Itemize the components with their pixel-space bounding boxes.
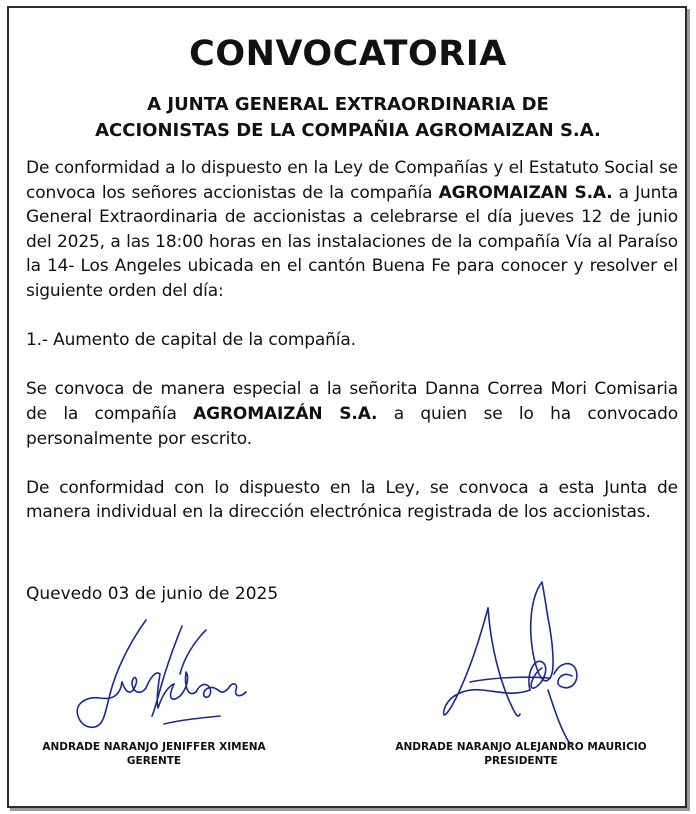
paragraph-1-text-before: De conformidad a lo dispuesto en la Ley de Compañías y el Estatuto Social se convoca los señores accionistas de la compañía — [26, 158, 678, 203]
paragraph-2-text-after: a quien se lo ha convocado personalmente por escrito. — [26, 403, 678, 449]
signature-right-scribble — [430, 578, 600, 748]
company-name-accented: AGROMAIZÁN S.A. — [193, 403, 378, 424]
document-title: CONVOCATORIA — [189, 34, 507, 74]
signature-left-scribble — [60, 612, 260, 742]
document-subtitle — [24, 92, 672, 144]
paragraph-notification: De conformidad con lo dispuesto en la Ley, se convoca a esta Junta de manera individual en la dirección electrónica registrada de los accionistas. — [26, 477, 678, 523]
document-body — [26, 156, 678, 550]
paragraph-convocation — [26, 156, 678, 304]
signatory-name-right: ANDRADE NARANJO ALEJANDRO MAURICIO — [395, 741, 647, 753]
paragraph-2-text-before: Se convoca de manera especial a la señorita Danna Correa Mori Comisaria de la compañía — [26, 379, 678, 424]
signature-block-left — [22, 740, 286, 768]
signature-block-right — [376, 740, 666, 768]
signatory-name-left: ANDRADE NARANJO JENIFFER XIMENA — [42, 741, 266, 753]
paragraph-comisaria — [26, 377, 678, 451]
agenda-item: 1.- Aumento de capital de la compañía. — [26, 330, 356, 351]
signatory-role-left: GERENTE — [126, 755, 182, 767]
paragraph-1-text-after: a Junta General Extraordinaria de accionistas a celebrarse el día jueves 12 de junio del 2025, a las 18:00 horas en las instalaciones de la compañía Vía al Paraíso la 14- Los Angeles ubicada en el cantón Buena Fe para conocer y resolver el siguiente orden del día: — [26, 182, 678, 301]
company-name: AGROMAIZAN S.A. — [438, 182, 613, 203]
signatory-role-right: PRESIDENTE — [484, 755, 558, 767]
date-line: Quevedo 03 de junio de 2025 — [26, 584, 279, 604]
subtitle-line-1: A JUNTA GENERAL EXTRAORDINARIA DE — [147, 94, 549, 115]
subtitle-line-2: ACCIONISTAS DE LA COMPAÑIA AGROMAIZAN S.A. — [95, 120, 601, 141]
